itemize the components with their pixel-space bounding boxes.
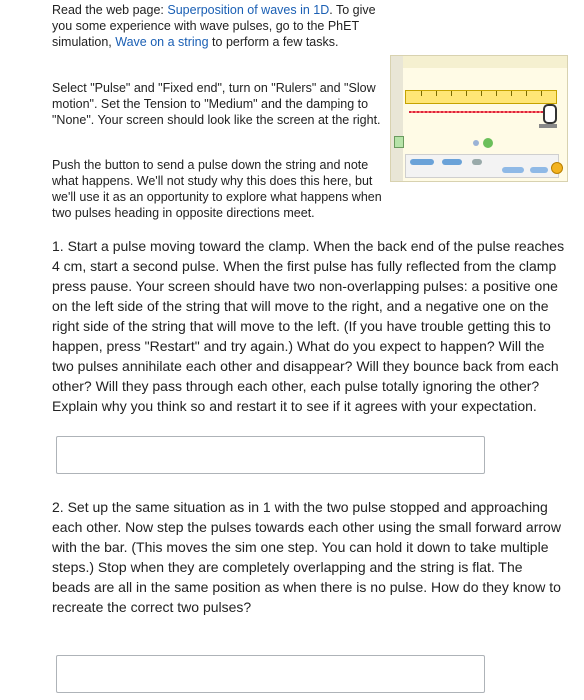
sim-clamp-base (539, 124, 557, 128)
sim-option-box (502, 167, 524, 173)
ruler-tick (541, 91, 542, 96)
sim-fixed-end-clamp (543, 104, 557, 124)
ruler-tick (466, 91, 467, 96)
intro-prefix: Read the web page: (52, 3, 168, 17)
question-1-text: 1. Start a pulse moving toward the clamp. When the back end of the pulse reaches 4 cm, start a second pulse. When the first pulse has fully reflected from the clamp press pause. Your screen should have two non-overlapping pulses: a positive one on the left side of the string that will move to the right, and a negative one on the right side of the string that will move to the left. (If you have trouble getting this to happen, press "Restart" and try again.) What do you expect to happen? Will the two pulses annihilate each other and disappear? Will they bounce back from each other? Will they pass through each other, each pulse totally ignoring the other? Explain why you think so and restart it to see if it agrees with your expectation. (52, 238, 565, 414)
answer-1-field[interactable] (56, 436, 485, 474)
ruler-tick (481, 91, 482, 96)
setup-paragraph: Select "Pulse" and "Fixed end", turn on "Rulers" and "Slow motion". Set the Tension to "Medium" and the damping to "None". Your screen should look like the screen at the right. (52, 81, 381, 127)
sim-pulse-button (394, 136, 404, 148)
ruler-tick (511, 91, 512, 96)
sim-top-toolbar (391, 56, 567, 68)
push-paragraph: Push the button to send a pulse down the string and note what happens. We'll not study why this does this here, but we'll use it as an opportunity to explore what happens when two pulses heading in opposite directions meet. (52, 158, 382, 220)
sim-option-box (472, 159, 482, 165)
answer-2-field[interactable] (56, 655, 485, 693)
intro-paragraph (52, 2, 388, 50)
sim-damping-slider (442, 159, 462, 165)
ruler-tick (451, 91, 452, 96)
sim-option-box (530, 167, 548, 173)
intro-suffix: to perform a few tasks. (208, 35, 339, 49)
sim-left-panel (391, 56, 403, 181)
sim-ruler (405, 90, 557, 104)
sim-tension-slider (410, 159, 434, 165)
sim-step-icon (473, 140, 479, 146)
intro-middle: . To give you some experience with wave pulses, go to the PhET simulation, (52, 3, 376, 49)
wave-on-a-string-link[interactable]: Wave on a string (115, 35, 209, 49)
sim-control-panel (405, 154, 559, 178)
question-2-text: 2. Set up the same situation as in 1 with the two pulse stopped and approaching each other. Now step the pulses towards each other using the small forward arrow with the bar. (This moves the sim one step. You can hold it down to take multiple steps.) Stop when they are completely overlapping and the string is flat. The beads are all in the same position as when there is no pulse. How do they know to recreate the correct two pulses? (52, 499, 561, 615)
ruler-tick (421, 91, 422, 96)
sim-reset-icon (551, 162, 563, 174)
sim-string (409, 111, 547, 113)
ruler-tick (526, 91, 527, 96)
ruler-tick (496, 91, 497, 96)
superposition-link[interactable]: Superposition of waves in 1D (167, 3, 330, 17)
ruler-tick (436, 91, 437, 96)
sim-play-icon (483, 138, 493, 148)
phet-simulation-screenshot (390, 55, 568, 182)
